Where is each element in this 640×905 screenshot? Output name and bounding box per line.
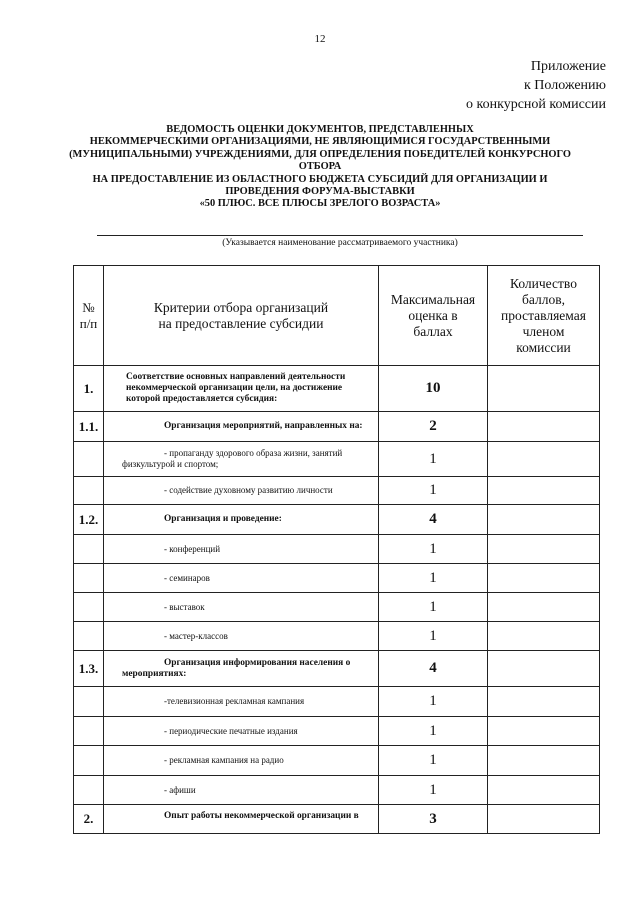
title-line-5: НА ПРЕДОСТАВЛЕНИЕ ИЗ ОБЛАСТНОГО БЮДЖЕТА СУБСИДИЙ ДЛЯ ОРГАНИЗАЦИИ И <box>92 173 548 185</box>
row-score-cell[interactable] <box>488 717 600 746</box>
row-criterion: -телевизионная рекламная кампания <box>104 687 379 717</box>
row-score-cell[interactable] <box>488 366 600 412</box>
row-score-cell[interactable] <box>488 442 600 477</box>
row-score-cell[interactable] <box>488 622 600 651</box>
row-max-score: 1 <box>379 746 488 776</box>
row-criterion: Организация мероприятий, направленных на: <box>104 412 379 442</box>
row-number <box>74 717 104 746</box>
row-number <box>74 622 104 651</box>
row-criterion: Организация информирования населения о мероприятиях: <box>104 651 379 687</box>
table-row <box>74 505 600 535</box>
row-number <box>74 477 104 505</box>
table-row <box>74 442 600 477</box>
appendix-line-1: Приложение <box>530 59 606 74</box>
row-number: 1.2. <box>74 505 104 535</box>
row-max-score: 1 <box>379 687 488 717</box>
row-number <box>74 776 104 805</box>
row-max-score: 1 <box>379 776 488 805</box>
title-line-1: ВЕДОМОСТЬ ОЦЕНКИ ДОКУМЕНТОВ, ПРЕДСТАВЛЕННЫХ <box>166 124 474 135</box>
table-row <box>74 717 600 746</box>
title-line-3: (МУНИЦИПАЛЬНЫМИ) УЧРЕЖДЕНИЯМИ, ДЛЯ ОПРЕДЕЛЕНИЯ ПОБЕДИТЕЛЕЙ КОНКУРСНОГО <box>69 148 571 160</box>
row-criterion: Соответствие основных направлений деятельности некоммерческой организации цели, на достижение которой предоставляется субсидия: <box>104 366 379 412</box>
table-row <box>74 535 600 564</box>
row-max-score: 4 <box>379 505 488 535</box>
table-row <box>74 805 600 834</box>
table-row <box>74 746 600 776</box>
table-row <box>74 564 600 593</box>
table-row <box>74 776 600 805</box>
row-score-cell[interactable] <box>488 651 600 687</box>
header-member-score: Количество баллов, проставляемая членом комиссии <box>488 266 600 366</box>
row-max-score: 4 <box>379 651 488 687</box>
header-row <box>74 266 600 366</box>
row-criterion: - семинаров <box>104 564 379 593</box>
row-score-cell[interactable] <box>488 687 600 717</box>
row-max-score: 10 <box>379 366 488 412</box>
row-max-score: 3 <box>379 805 488 834</box>
row-score-cell[interactable] <box>488 776 600 805</box>
table-row <box>74 651 600 687</box>
participant-name-line <box>97 235 583 236</box>
row-score-cell[interactable] <box>488 593 600 622</box>
row-criterion: - периодические печатные издания <box>104 717 379 746</box>
row-max-score: 1 <box>379 535 488 564</box>
row-max-score: 1 <box>379 477 488 505</box>
page-number: 12 <box>314 33 326 45</box>
document-title <box>60 124 580 211</box>
row-score-cell[interactable] <box>488 412 600 442</box>
header-criteria: Критерии отбора организаций на предоставление субсидии <box>104 266 379 366</box>
row-number <box>74 564 104 593</box>
table-row <box>74 622 600 651</box>
title-line-7: «50 ПЛЮС. ВСЕ ПЛЮСЫ ЗРЕЛОГО ВОЗРАСТА» <box>199 198 441 210</box>
row-criterion: - конференций <box>104 535 379 564</box>
table-row <box>74 412 600 442</box>
row-number: 1.1. <box>74 412 104 442</box>
appendix-line-3: о конкурсной комиссии <box>466 97 606 112</box>
appendix-note <box>466 57 606 114</box>
row-max-score: 1 <box>379 622 488 651</box>
row-number <box>74 746 104 776</box>
row-score-cell[interactable] <box>488 535 600 564</box>
row-number: 2. <box>74 805 104 834</box>
row-criterion: - рекламная кампания на радио <box>104 746 379 776</box>
row-score-cell[interactable] <box>488 564 600 593</box>
title-line-6: ПРОВЕДЕНИЯ ФОРУМА-ВЫСТАВКИ <box>225 186 415 198</box>
row-max-score: 1 <box>379 717 488 746</box>
participant-hint: (Указывается наименование рассматриваемого участника) <box>222 238 458 248</box>
appendix-line-2: к Положению <box>523 78 606 93</box>
row-number: 1.3. <box>74 651 104 687</box>
row-criterion: - выставок <box>104 593 379 622</box>
row-criterion: - мастер-классов <box>104 622 379 651</box>
row-max-score: 2 <box>379 412 488 442</box>
row-criterion: - афиши <box>104 776 379 805</box>
row-criterion: Опыт работы некоммерческой организации в <box>104 805 379 834</box>
row-score-cell[interactable] <box>488 746 600 776</box>
row-criterion: - содействие духовному развитию личности <box>104 477 379 505</box>
row-score-cell[interactable] <box>488 477 600 505</box>
table-row <box>74 593 600 622</box>
title-line-2: НЕКОММЕРЧЕСКИМИ ОРГАНИЗАЦИЯМИ, НЕ ЯВЛЯЮЩИМИСЯ ГОСУДАРСТВЕННЫМИ <box>89 136 551 148</box>
row-number <box>74 442 104 477</box>
row-max-score: 1 <box>379 564 488 593</box>
header-number: № п/п <box>74 266 104 366</box>
row-criterion: - пропаганду здорового образа жизни, занятий физкультурой и спортом; <box>104 442 379 477</box>
header-max-score: Максимальная оценка в баллах <box>379 266 488 366</box>
title-line-4: ОТБОРА <box>298 161 342 173</box>
row-max-score: 1 <box>379 593 488 622</box>
row-number <box>74 687 104 717</box>
row-criterion: Организация и проведение: <box>104 505 379 535</box>
row-score-cell[interactable] <box>488 805 600 834</box>
row-score-cell[interactable] <box>488 505 600 535</box>
row-max-score: 1 <box>379 442 488 477</box>
table-row <box>74 687 600 717</box>
row-number: 1. <box>74 366 104 412</box>
row-number <box>74 593 104 622</box>
table-row <box>74 366 600 412</box>
table-row <box>74 477 600 505</box>
row-number <box>74 535 104 564</box>
criteria-table <box>73 265 600 834</box>
